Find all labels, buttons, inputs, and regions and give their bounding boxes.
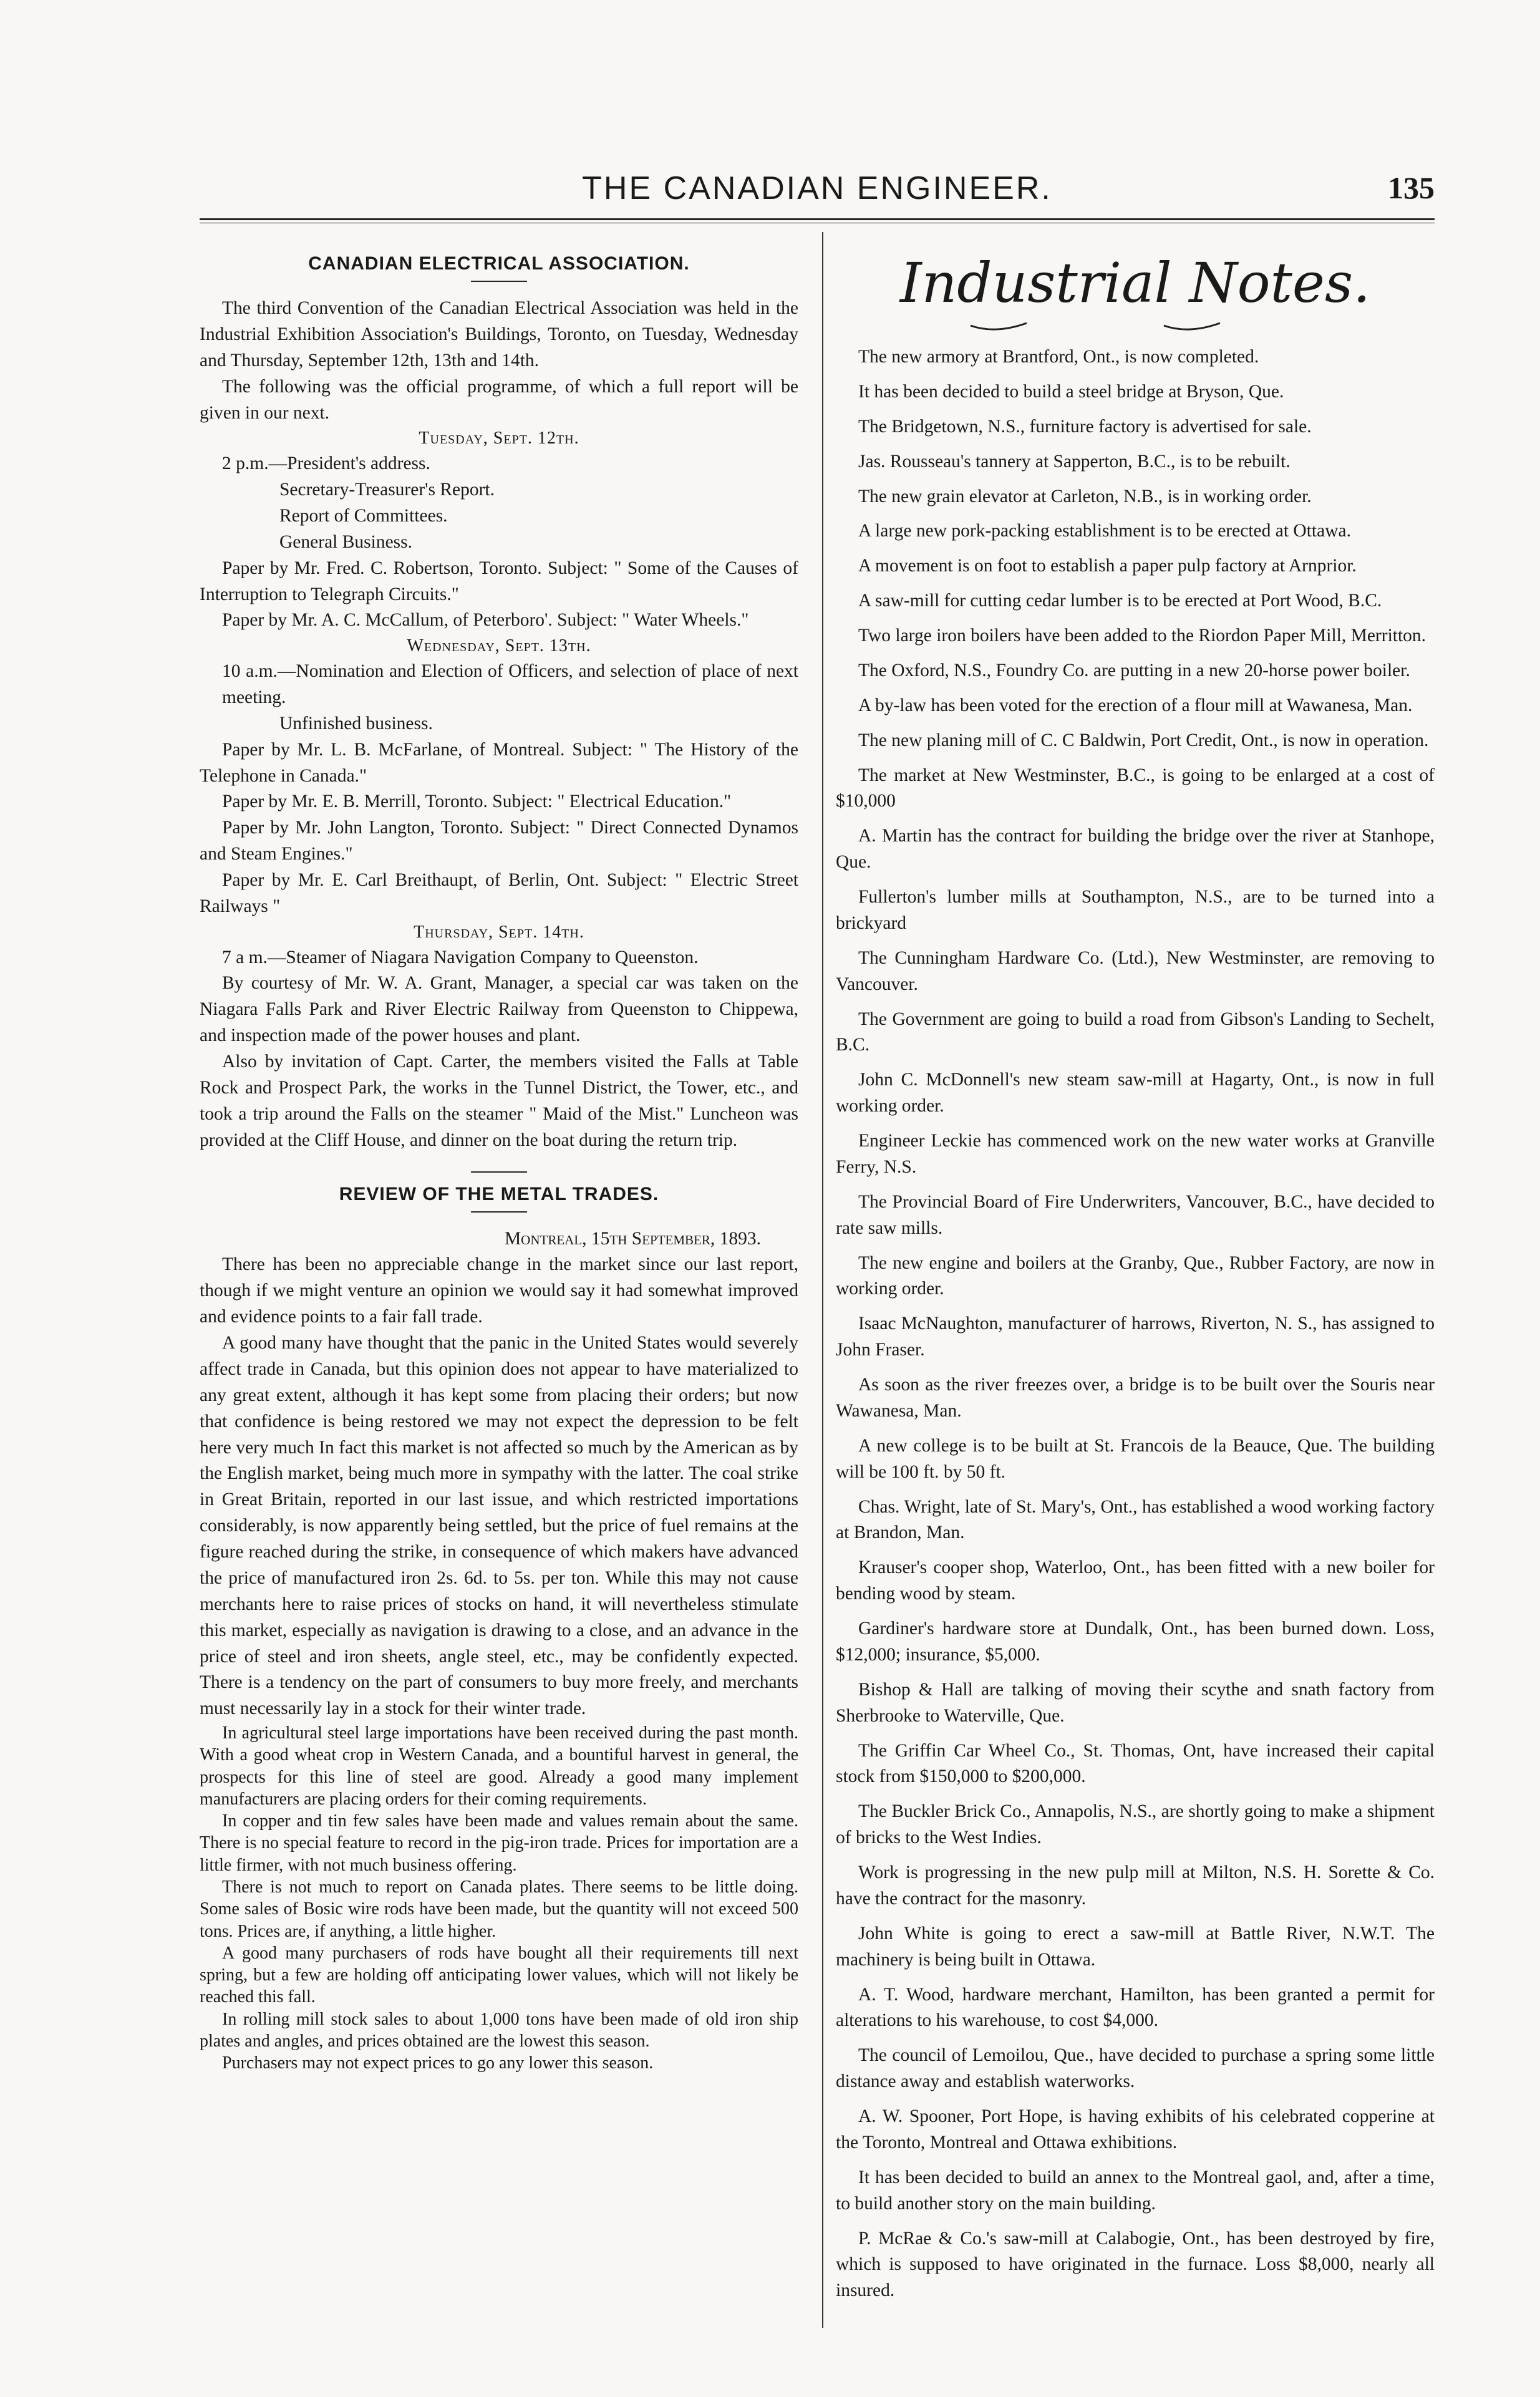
note-item: A movement is on foot to establish a paper pulp factory at Arnprior.: [858, 556, 1357, 576]
dateline: [200, 1226, 798, 1252]
metal-paragraph: A good many have thought that the panic in the United States would severely affect trade in Canada, but this opinion does not appear to have materialized to any great extent, although it has kept some from placing their orders; but now that confidence is being restored we may not expect the depression to be felt here very much In fact this market is not affected so much by the American as by the English market, being much more in sympathy with the latter. The coal strike in Great Britain, reported in our last issue, and which restricted importations considerably, is now apparently being settled, but the price of fuel remains at the figure reached during the strike, in consequence of which makers have advanced the price of manufactured iron 2s. 6d. to 5s. per ton. While this may not cause merchants here to raise prices of stocks on hand, it will nevertheless stimulate this market, especially as navigation is drawing to a close, and an advance in the price of steel and iron sheets, angle steel, etc., may be confidently expected. There is a tendency on the part of consumers to buy more freely, and merchants must necessarily lay in a stock for their winter trade.: [200, 1333, 798, 1719]
cea-paragraph: Also by invitation of Capt. Carter, the members visited the Falls at Table Rock and Prospect Park, the works in the Tunnel District, the Tower, etc., and took a trip around the Falls on the steamer " Maid of the Mist." Luncheon was provided at the Cliff House, and dinner on the boat during the return trip.: [200, 1052, 798, 1150]
section-heading-metal-trades: REVIEW OF THE METAL TRADES.: [339, 1183, 659, 1204]
paper-item: Paper by Mr. John Langton, Toronto. Subject: " Direct Connected Dynamos and Steam Engines.": [200, 818, 798, 864]
heading-rule: [471, 281, 527, 282]
note-item: Bishop & Hall are talking of moving their scythe and snath factory from Sherbrooke to Waterville, Que.: [836, 1679, 1435, 1726]
paper-item: Paper by Mr. Fred. C. Robertson, Toronto. Subject: " Some of the Causes of Interruption to Telegraph Circuits.": [200, 558, 798, 604]
note-item: The Government are going to build a road from Gibson's Landing to Sechelt, B.C.: [836, 1009, 1435, 1055]
note-item: Jas. Rousseau's tannery at Sapperton, B.C., is to be rebuilt.: [858, 451, 1291, 472]
note-item: The Cunningham Hardware Co. (Ltd.), New Westminster, are removing to Vancouver.: [836, 947, 1435, 994]
dateline-text: Montreal, 15th September, 1893.: [504, 1228, 761, 1249]
paper-item: Paper by Mr. E. Carl Breithaupt, of Berlin, Ont. Subject: " Electric Street Railways ": [200, 870, 798, 916]
page-number: 135: [1388, 170, 1435, 205]
metal-paragraph: There is not much to report on Canada plates. There seems to be little doing. Some sales of Bosic wire rods have been made, but the quantity will not exceed 500 tons. Prices are, if anything, a little higher.: [200, 1877, 798, 1941]
metal-paragraph: There has been no appreciable change in the market since our last report, though if we might venture an opinion we would say it had somewhat improved and evidence points to a fair fall trade.: [200, 1254, 798, 1327]
note-item: John White is going to erect a saw-mill at Battle River, N.W.T. The machinery is being built in Ottawa.: [836, 1923, 1435, 1970]
note-item: The market at New Westminster, B.C., is going to be enlarged at a cost of $10,000: [836, 765, 1435, 811]
note-item: A saw-mill for cutting cedar lumber is to be erected at Port Wood, B.C.: [858, 591, 1382, 611]
note-item: The Buckler Brick Co., Annapolis, N.S., are shortly going to make a shipment of bricks to the West Indies.: [836, 1801, 1435, 1848]
right-column: [836, 242, 1435, 2313]
cea-intro: The third Convention of the Canadian Electrical Association was held in the Industrial Exhibition Association's Buildings, Toronto, on Tuesday, Wednesday and Thursday, September 12th, 13th and 14th.: [200, 298, 798, 370]
note-item: Chas. Wright, late of St. Mary's, Ont., has established a wood working factory at Brandon, Man.: [836, 1496, 1435, 1543]
section-rule: [471, 1171, 527, 1173]
note-item: Fullerton's lumber mills at Southampton, N.S., are to be turned into a brickyard: [836, 887, 1435, 933]
cea-programme-note: The following was the official programme, of which a full report will be given in our next.: [200, 376, 798, 423]
industrial-notes-title: [836, 242, 1435, 329]
note-item: John C. McDonnell's new steam saw-mill at Hagarty, Ont., is now in full working order.: [836, 1070, 1435, 1116]
note-item: Two large iron boilers have been added to the Riordon Paper Mill, Merritton.: [858, 626, 1426, 646]
day-heading-tuesday: Tuesday, Sept. 12th.: [419, 429, 579, 448]
programme-item: 7 a m.—Steamer of Niagara Navigation Company to Queenston.: [222, 947, 699, 967]
note-item: Gardiner's hardware store at Dundalk, Ont., has been burned down. Loss, $12,000; insurance, $5,000.: [836, 1619, 1435, 1665]
day-heading-thursday: Thursday, Sept. 14th.: [414, 922, 584, 942]
metal-paragraph: In copper and tin few sales have been made and values remain about the same. There is no special feature to record in the pig-iron trade. Prices for importation are a little firmer, with not much business offering.: [200, 1811, 798, 1875]
metal-paragraph: Purchasers may not expect prices to go any lower this season.: [222, 2053, 654, 2073]
left-column: [200, 242, 798, 2074]
column-divider: [822, 232, 823, 2328]
cea-paragraph: By courtesy of Mr. W. A. Grant, Manager, a special car was taken on the Niagara Falls Park and River Electric Railway from Queenston to Chippewa, and inspection made of the power houses and plant.: [200, 973, 798, 1046]
note-item: The Provincial Board of Fire Underwriters, Vancouver, B.C., have decided to rate saw mills.: [836, 1191, 1435, 1238]
title-flourish-icon: [958, 266, 1307, 334]
paper-item: Paper by Mr. E. B. Merrill, Toronto. Subject: " Electrical Education.": [222, 792, 732, 812]
note-item: A. Martin has the contract for building the bridge over the river at Stanhope, Que.: [836, 826, 1435, 873]
note-item: The new grain elevator at Carleton, N.B., is in working order.: [858, 486, 1312, 506]
note-item: It has been decided to build a steel bridge at Bryson, Que.: [858, 381, 1284, 402]
note-item: The Oxford, N.S., Foundry Co. are putting in a new 20-horse power boiler.: [858, 660, 1410, 680]
note-item: Isaac McNaughton, manufacturer of harrows, Riverton, N. S., has assigned to John Fraser.: [836, 1314, 1435, 1360]
industrial-notes-title-text: Industrial Notes.: [899, 251, 1371, 315]
day-heading-wednesday: Wednesday, Sept. 13th.: [407, 636, 591, 656]
note-item: P. McRae & Co.'s saw-mill at Calabogie, Ont., has been destroyed by fire, which is supposed to have originated in the furnace. Loss $8,000, nearly all insured.: [836, 2228, 1435, 2301]
section-heading-cea: CANADIAN ELECTRICAL ASSOCIATION.: [308, 253, 690, 274]
metal-paragraph: In agricultural steel large importations have been received during the past month. With a good wheat crop in Western Canada, and a bountiful harvest in general, the prospects for this line of steel are good. Already a good many implement manufacturers are placing orders for their coming requirements.: [200, 1723, 798, 1809]
metal-paragraph: In rolling mill stock sales to about 1,000 tons have been made of old iron ship plates and angles, and prices obtained are the lowest this season.: [200, 2009, 798, 2051]
publication-title: THE CANADIAN ENGINEER.: [582, 170, 1052, 206]
note-item: It has been decided to build an annex to the Montreal gaol, and, after a time, to build another story on the main building.: [836, 2167, 1435, 2214]
running-header: [200, 170, 1435, 213]
note-item: As soon as the river freezes over, a bridge is to be built over the Souris near Wawanesa, Man.: [836, 1375, 1435, 1421]
metal-paragraph: A good many purchasers of rods have bought all their requirements till next spring, but a few are holding off anticipating lower values, which will not likely be reached this fall.: [200, 1943, 798, 2007]
paper-item: Paper by Mr. A. C. McCallum, of Peterboro'. Subject: " Water Wheels.": [222, 610, 749, 631]
note-item: The new armory at Brantford, Ont., is now completed.: [858, 347, 1259, 367]
programme-item: Unfinished business.: [279, 713, 433, 734]
programme-item: General Business.: [279, 531, 413, 552]
programme-item: Secretary-Treasurer's Report.: [279, 480, 495, 500]
programme-item: Report of Committees.: [279, 505, 448, 526]
industrial-notes-list: [836, 344, 1435, 2304]
note-item: The Griffin Car Wheel Co., St. Thomas, Ont, have increased their capital stock from $150,000 to $200,000.: [836, 1740, 1435, 1787]
note-item: A new college is to be built at St. Francois de la Beauce, Que. The building will be 100 ft. by 50 ft.: [836, 1435, 1435, 1482]
note-item: A. W. Spooner, Port Hope, is having exhibits of his celebrated copperine at the Toronto, Montreal and Ottawa exhibitions.: [836, 2106, 1435, 2152]
paper-item: Paper by Mr. L. B. McFarlane, of Montreal. Subject: " The History of the Telephone in Canada.": [200, 739, 798, 786]
note-item: The council of Lemoilou, Que., have decided to purchase a spring some little distance away and establish waterworks.: [836, 2045, 1435, 2092]
note-item: Krauser's cooper shop, Waterloo, Ont., has been fitted with a new boiler for bending wood by steam.: [836, 1557, 1435, 1604]
header-rule: [200, 218, 1435, 220]
programme-item: 10 a.m.—Nomination and Election of Officers, and selection of place of next meeting.: [222, 661, 798, 707]
note-item: Work is progressing in the new pulp mill at Milton, N.S. H. Sorette & Co. have the contract for the masonry.: [836, 1862, 1435, 1909]
note-item: A large new pork-packing establishment is to be erected at Ottawa.: [858, 521, 1351, 541]
note-item: A by-law has been voted for the erection of a flour mill at Wawanesa, Man.: [858, 695, 1413, 715]
note-item: The new planing mill of C. C Baldwin, Port Credit, Ont., is now in operation.: [858, 730, 1429, 750]
note-item: Engineer Leckie has commenced work on the new water works at Granville Ferry, N.S.: [836, 1131, 1435, 1177]
note-item: The Bridgetown, N.S., furniture factory is advertised for sale.: [858, 416, 1312, 437]
note-item: A. T. Wood, hardware merchant, Hamilton, has been granted a permit for alterations to his warehouse, to cost $4,000.: [836, 1984, 1435, 2031]
heading-rule: [471, 1211, 527, 1213]
programme-item: 2 p.m.—President's address.: [222, 453, 430, 474]
note-item: The new engine and boilers at the Granby, Que., Rubber Factory, are now in working order.: [836, 1252, 1435, 1299]
